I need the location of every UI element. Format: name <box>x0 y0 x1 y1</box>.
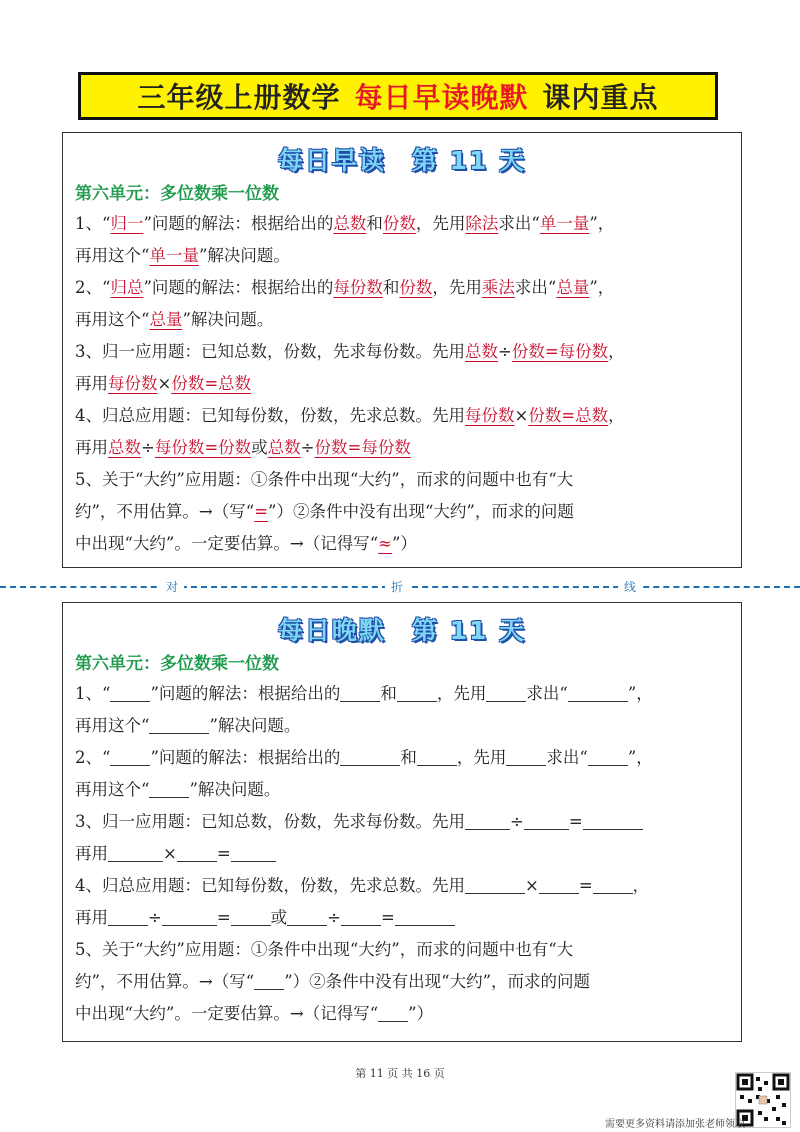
line-5b: 约”，不用估算。→（写“ ”）②条件中没有出现“大约”，而求的问题 <box>75 966 729 998</box>
blank[interactable] <box>568 681 628 702</box>
blank[interactable] <box>465 809 510 830</box>
qr-note: 需要更多资料请添加张老师领取 <box>605 1119 745 1130</box>
line-3: 3、归一应用题：已知总数，份数，先求每份数。先用 ÷ = <box>75 806 729 838</box>
blank[interactable] <box>108 905 148 926</box>
line-5: 5、关于“大约”应用题：①条件中出现“大约”，而求的问题中也有“大 <box>75 470 574 489</box>
morning-reading-box <box>62 132 742 568</box>
blank[interactable] <box>417 745 457 766</box>
blank[interactable] <box>108 841 163 862</box>
blank[interactable] <box>465 873 525 894</box>
blank[interactable] <box>162 905 217 926</box>
line-5c: 中出现“大约”。一定要估算。→（记得写“ ”） <box>75 998 729 1030</box>
blank[interactable] <box>524 809 569 830</box>
line-3b: 再用每份数×份数=总数 <box>75 374 252 393</box>
line-4b: 再用 ÷ = 或 ÷ = <box>75 902 729 934</box>
blank[interactable] <box>149 713 209 734</box>
line-1: 1、“ ”问题的解法：根据给出的 和 ，先用 求出“ ”， <box>75 678 729 710</box>
line-2: 2、“归总”问题的解法：根据给出的每份数和份数，先用乘法求出“总量”， <box>75 278 615 297</box>
blank[interactable] <box>593 873 633 894</box>
banner-left: 三年级上册数学 <box>137 81 341 114</box>
blank[interactable] <box>539 873 579 894</box>
blank[interactable] <box>110 681 150 702</box>
line-1: 1、“归一”问题的解法：根据给出的总数和份数，先用除法求出“单一量”， <box>75 214 615 233</box>
banner-right: 课内重点 <box>542 81 659 114</box>
evening-unit: 第六单元：多位数乘一位数 <box>75 654 279 674</box>
line-2b: 再用这个“ ”解决问题。 <box>75 774 729 806</box>
blank[interactable] <box>149 777 189 798</box>
fold-label-c: 线 <box>618 578 642 595</box>
fold-line <box>0 580 800 594</box>
blank[interactable] <box>588 745 628 766</box>
blank[interactable] <box>341 905 381 926</box>
line-1b: 再用这个“ ”解决问题。 <box>75 710 729 742</box>
blank[interactable] <box>254 969 284 990</box>
blank[interactable] <box>486 681 526 702</box>
evening-title-a: 每日晚默 <box>277 616 386 645</box>
blank[interactable] <box>340 681 380 702</box>
blank[interactable] <box>231 841 276 862</box>
evening-title-b: 第 11 天 <box>411 616 527 645</box>
evening-dictation-box <box>62 602 742 1042</box>
line-3: 3、归一应用题：已知总数，份数，先求每份数。先用总数÷份数=每份数， <box>75 342 625 361</box>
blank[interactable] <box>506 745 546 766</box>
fold-label-a: 对 <box>160 578 184 595</box>
morning-title-b: 第 11 天 <box>411 146 527 175</box>
fold-label-b: 折 <box>385 578 409 595</box>
line-5b: 约”，不用估算。→（写“=”）②条件中没有出现“大约”，而求的问题 <box>75 502 574 521</box>
blank[interactable] <box>287 905 327 926</box>
evening-content <box>63 674 741 1030</box>
line-4: 4、归总应用题：已知每份数，份数，先求总数。先用每份数×份数=总数， <box>75 406 625 425</box>
line-5c: 中出现“大约”。一定要估算。→（记得写“≈”） <box>75 534 417 553</box>
evening-title <box>63 611 741 643</box>
line-1b: 再用这个“单一量”解决问题。 <box>75 246 290 265</box>
blank[interactable] <box>110 745 150 766</box>
blank[interactable] <box>340 745 400 766</box>
line-3b: 再用 × = <box>75 838 729 870</box>
morning-unit: 第六单元：多位数乘一位数 <box>75 184 279 204</box>
blank[interactable] <box>583 809 643 830</box>
page-number: 第 11 页 共 16 页 <box>355 1067 445 1080</box>
blank[interactable] <box>378 1001 408 1022</box>
line-2b: 再用这个“总量”解决问题。 <box>75 310 274 329</box>
line-5: 5、关于“大约”应用题：①条件中出现“大约”，而求的问题中也有“大 <box>75 940 574 959</box>
blank[interactable] <box>397 681 437 702</box>
line-4: 4、归总应用题：已知每份数，份数，先求总数。先用 × = ， <box>75 870 729 902</box>
banner-mid: 每日早读晚默 <box>354 81 529 114</box>
line-2: 2、“ ”问题的解法：根据给出的 和 ，先用 求出“ ”， <box>75 742 729 774</box>
blank[interactable] <box>395 905 455 926</box>
blank[interactable] <box>177 841 217 862</box>
morning-content <box>63 204 741 560</box>
page-banner <box>78 72 718 120</box>
line-4b: 再用总数÷每份数=份数或总数÷份数=每份数 <box>75 438 411 457</box>
morning-title <box>63 141 741 173</box>
morning-title-a: 每日早读 <box>277 146 386 175</box>
blank[interactable] <box>231 905 271 926</box>
